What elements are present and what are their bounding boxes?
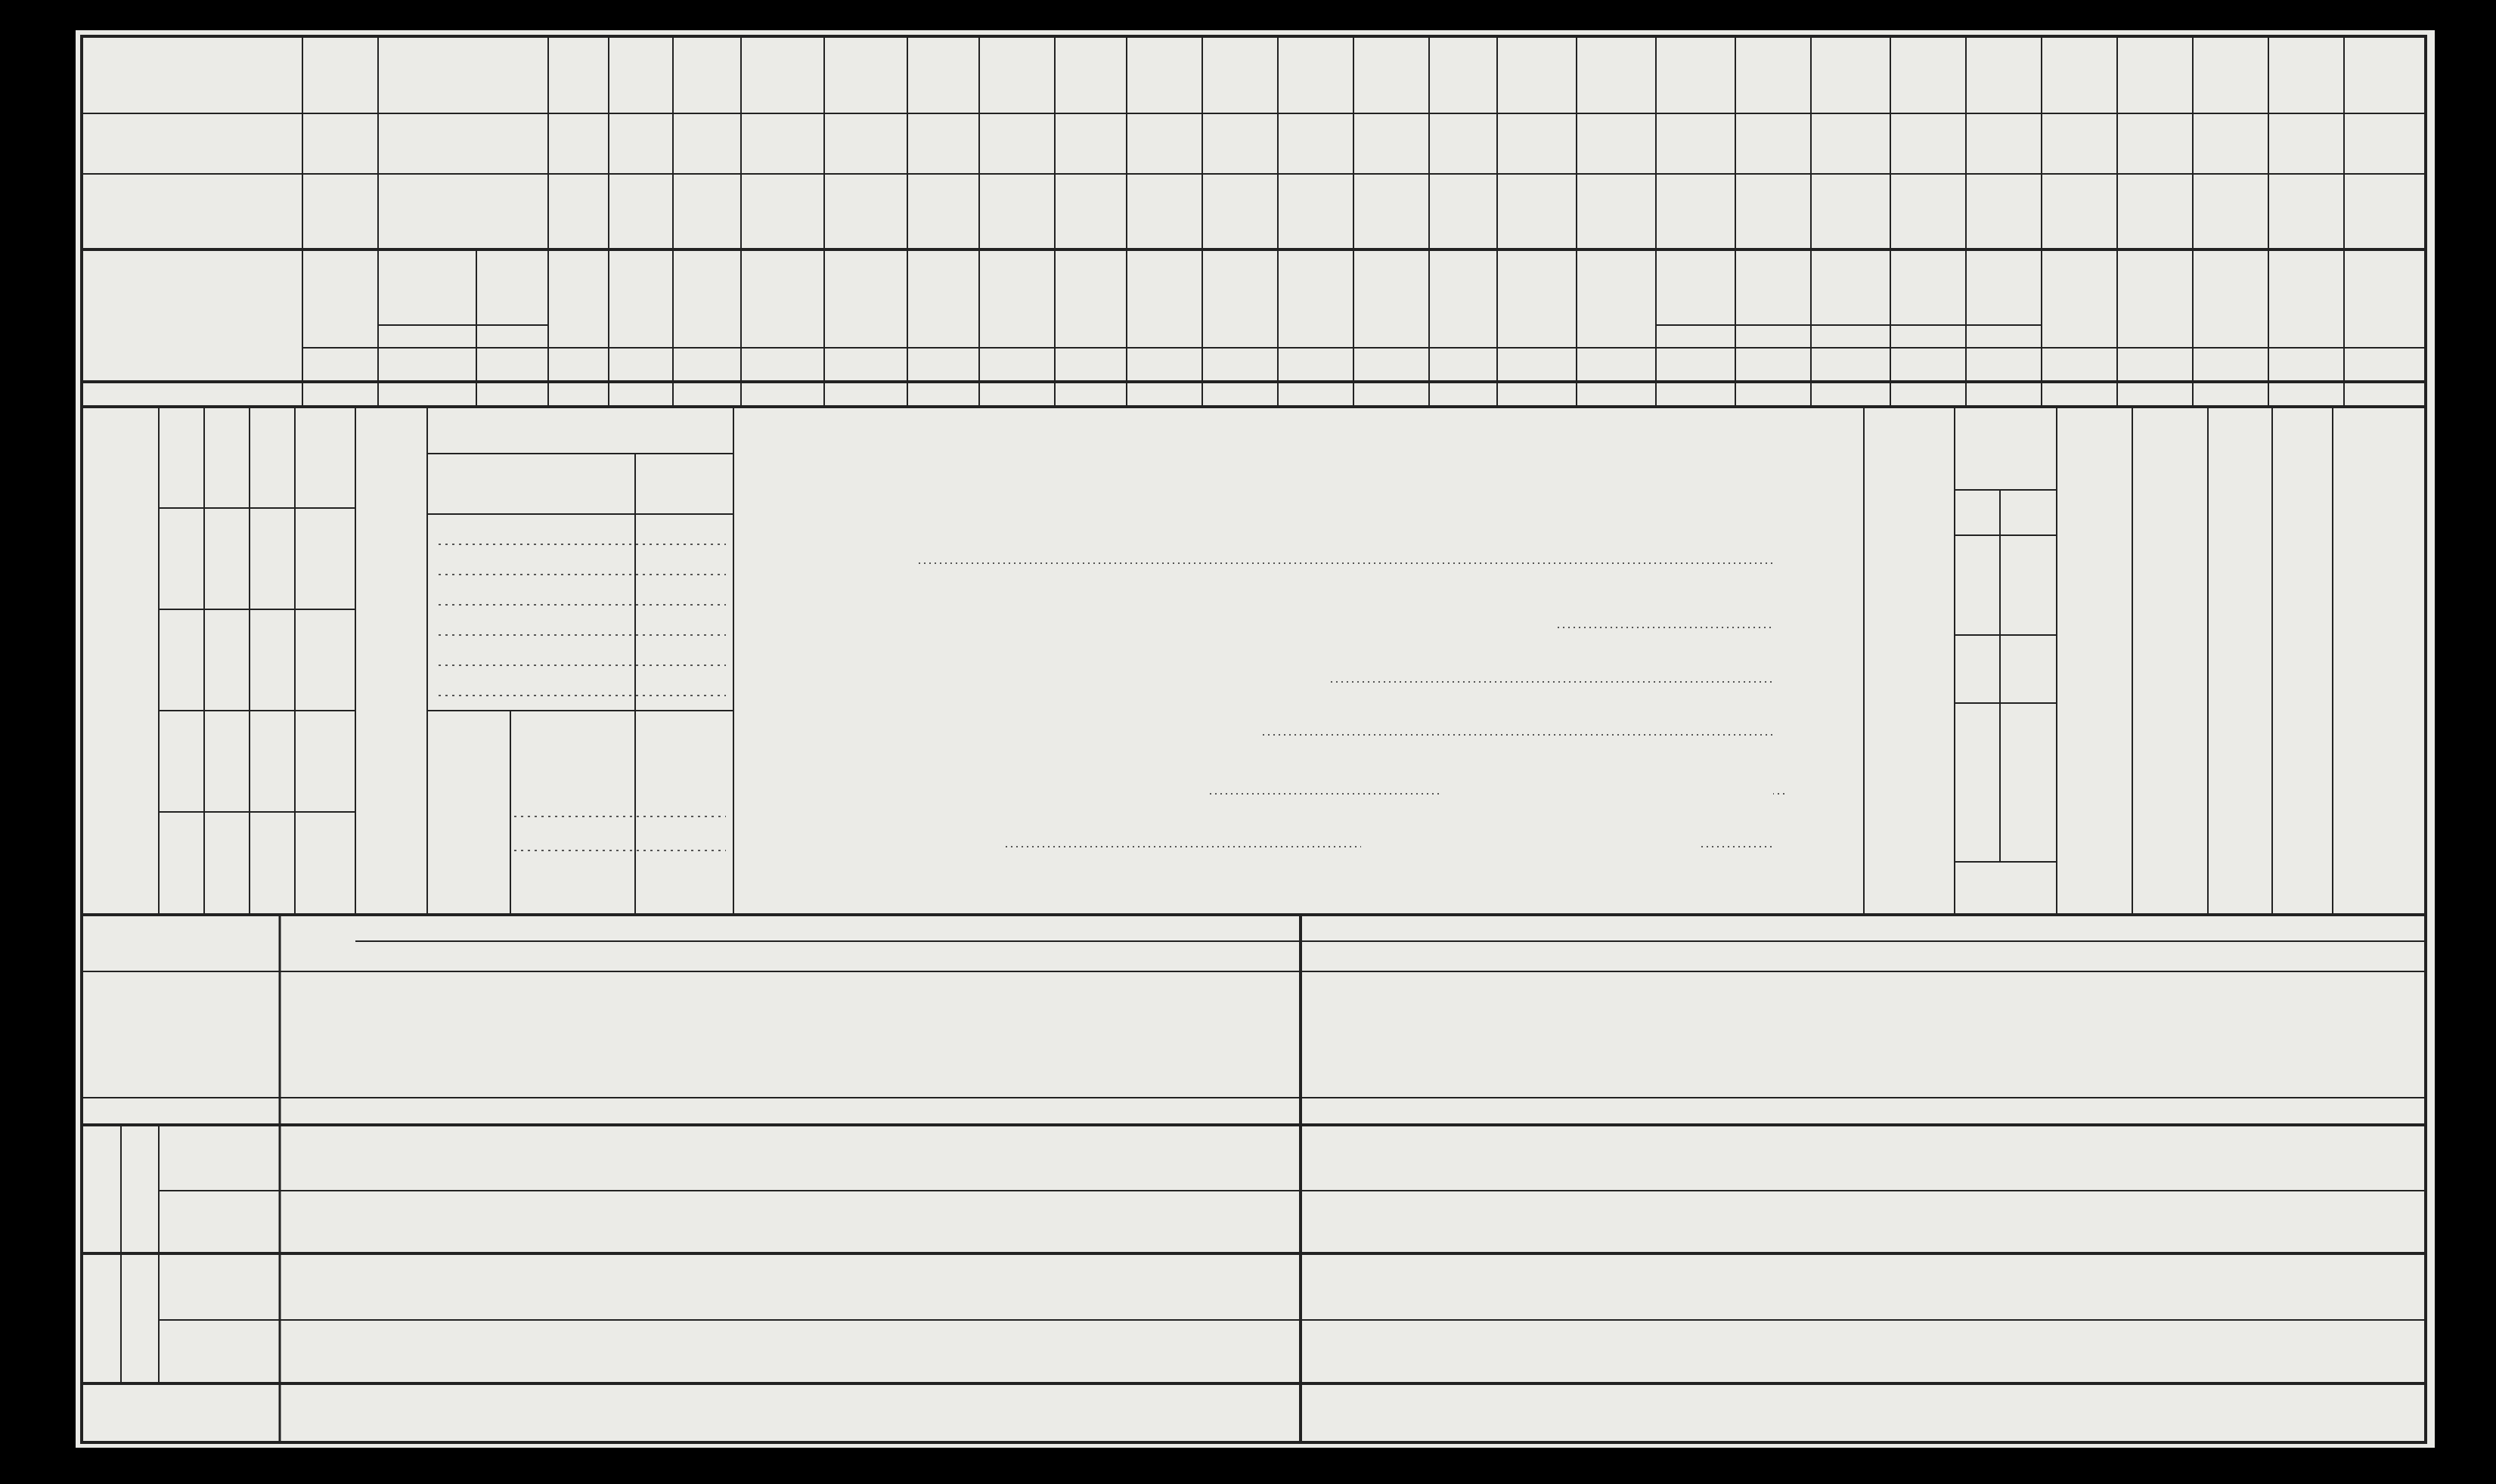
private-answer-lines [919, 563, 1784, 847]
middle-dividers [159, 407, 2333, 915]
trade-dotted-lines [439, 544, 726, 850]
top-column-dividers [302, 36, 2344, 407]
form-border [82, 36, 2426, 1442]
form-grid [76, 30, 2435, 1448]
census-card [76, 30, 2435, 1448]
